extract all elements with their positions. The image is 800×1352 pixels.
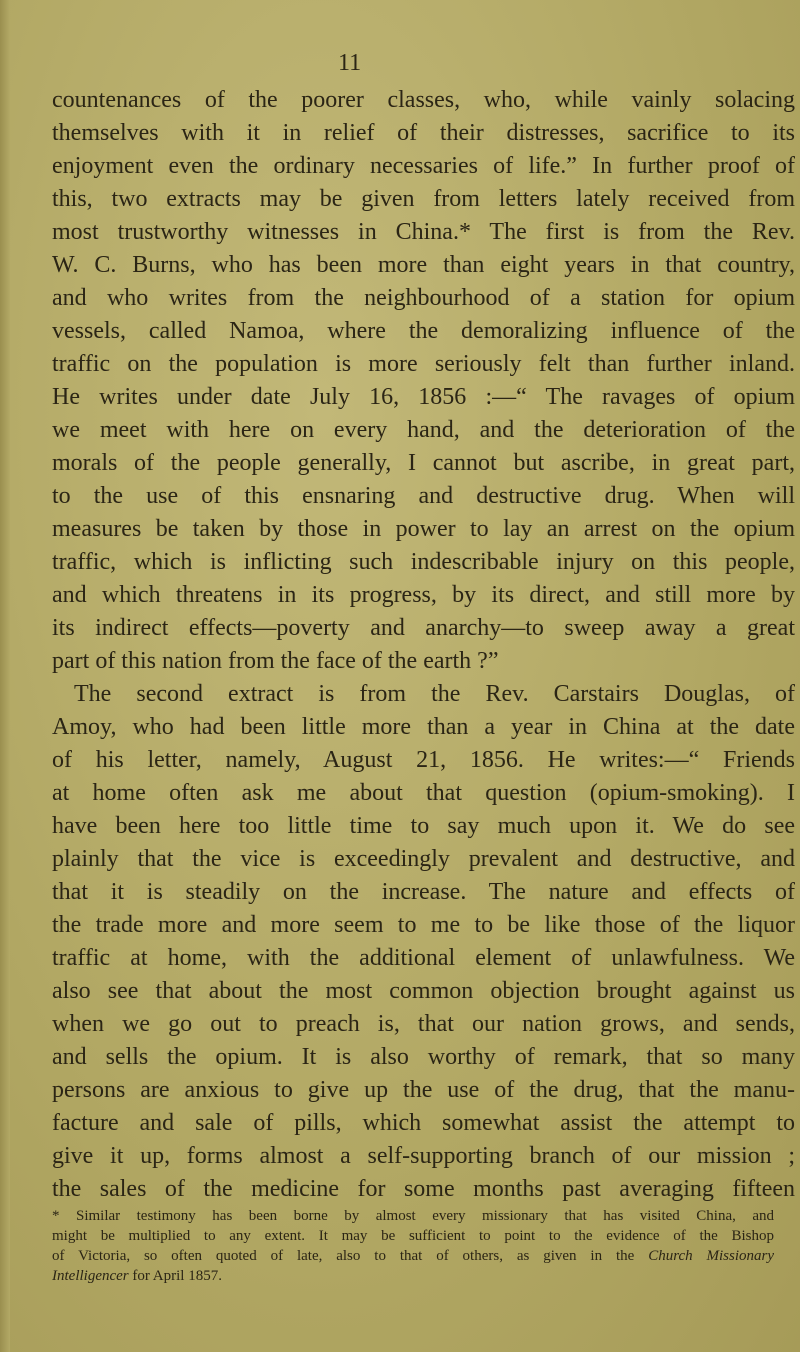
body-line: have been here too little time to say much upon it. We do see	[52, 813, 795, 839]
body-line: plainly that the vice is exceedingly prevalent and destructive, and	[52, 846, 795, 872]
body-line: the sales of the medicine for some months past averaging fifteen	[52, 1176, 795, 1202]
body-line: enjoyment even the ordinary necessaries of life.” In further proof of	[52, 153, 795, 179]
body-line: to the use of this ensnaring and destructive drug. When will	[52, 483, 795, 509]
body-line: traffic, which is inflicting such indescribable injury on this people,	[52, 549, 795, 575]
body-line: when we go out to preach is, that our nation grows, and sends,	[52, 1011, 795, 1037]
body-line: measures be taken by those in power to lay an arrest on the opium	[52, 516, 795, 542]
footnote-italic-title: Intelligencer	[52, 1268, 129, 1284]
body-line: its indirect effects—poverty and anarchy—to sweep away a great	[52, 615, 795, 641]
page-edge-shadow	[0, 0, 10, 1352]
body-line: the trade more and more seem to me to be like those of the liquor	[52, 912, 795, 938]
footnote-line: * Similar testimony has been borne by almost every missionary that has visited China, and	[52, 1208, 774, 1224]
body-line: morals of the people generally, I cannot but ascribe, in great part,	[52, 450, 795, 476]
footnote	[52, 1206, 774, 1286]
body-line: also see that about the most common objection brought against us	[52, 978, 795, 1004]
body-line: He writes under date July 16, 1856 :—“ The ravages of opium	[52, 384, 795, 410]
body-text	[52, 84, 795, 1206]
footnote-line	[52, 1246, 774, 1266]
footnote-line: might be multiplied to any extent. It may be sufficient to point to the evidence of the Bishop	[52, 1228, 774, 1244]
body-line: this, two extracts may be given from letters lately received from	[52, 186, 795, 212]
body-line: traffic on the population is more seriously felt than further inland.	[52, 351, 795, 377]
footnote-text: of Victoria, so often quoted of late, also to that of others, as given in the	[52, 1248, 635, 1264]
body-line: at home often ask me about that question (opium-smoking). I	[52, 780, 795, 806]
body-line: that it is steadily on the increase. The nature and effects of	[52, 879, 795, 905]
body-line: The second extract is from the Rev. Carstairs Douglas, of	[74, 681, 795, 707]
page-number: 11	[338, 50, 362, 76]
body-line: we meet with here on every hand, and the deterioration of the	[52, 417, 795, 443]
footnote-italic-title: Church Missionary	[648, 1248, 774, 1264]
footnote-text: for April 1857.	[132, 1268, 222, 1284]
body-line: of his letter, namely, August 21, 1856. He writes:—“ Friends	[52, 747, 795, 773]
body-line: countenances of the poorer classes, who, while vainly solacing	[52, 87, 795, 113]
body-line: persons are anxious to give up the use of the drug, that the manu-	[52, 1077, 795, 1103]
body-line: most trustworthy witnesses in China.* The first is from the Rev.	[52, 219, 795, 245]
body-line: facture and sale of pills, which somewhat assist the attempt to	[52, 1110, 795, 1136]
body-line: vessels, called Namoa, where the demoralizing influence of the	[52, 318, 795, 344]
body-line: Amoy, who had been little more than a year in China at the date	[52, 714, 795, 740]
body-line: give it up, forms almost a self-supporting branch of our mission ;	[52, 1143, 795, 1169]
body-line: W. C. Burns, who has been more than eight years in that country,	[52, 252, 795, 278]
body-line: and who writes from the neighbourhood of a station for opium	[52, 285, 795, 311]
body-line: and which threatens in its progress, by its direct, and still more by	[52, 582, 795, 608]
body-line: themselves with it in relief of their distresses, sacrifice to its	[52, 120, 795, 146]
footnote-line	[52, 1266, 774, 1286]
body-line: traffic at home, with the additional element of unlawfulness. We	[52, 945, 795, 971]
body-line: part of this nation from the face of the earth ?”	[52, 648, 499, 674]
body-line: and sells the opium. It is also worthy of remark, that so many	[52, 1044, 795, 1070]
